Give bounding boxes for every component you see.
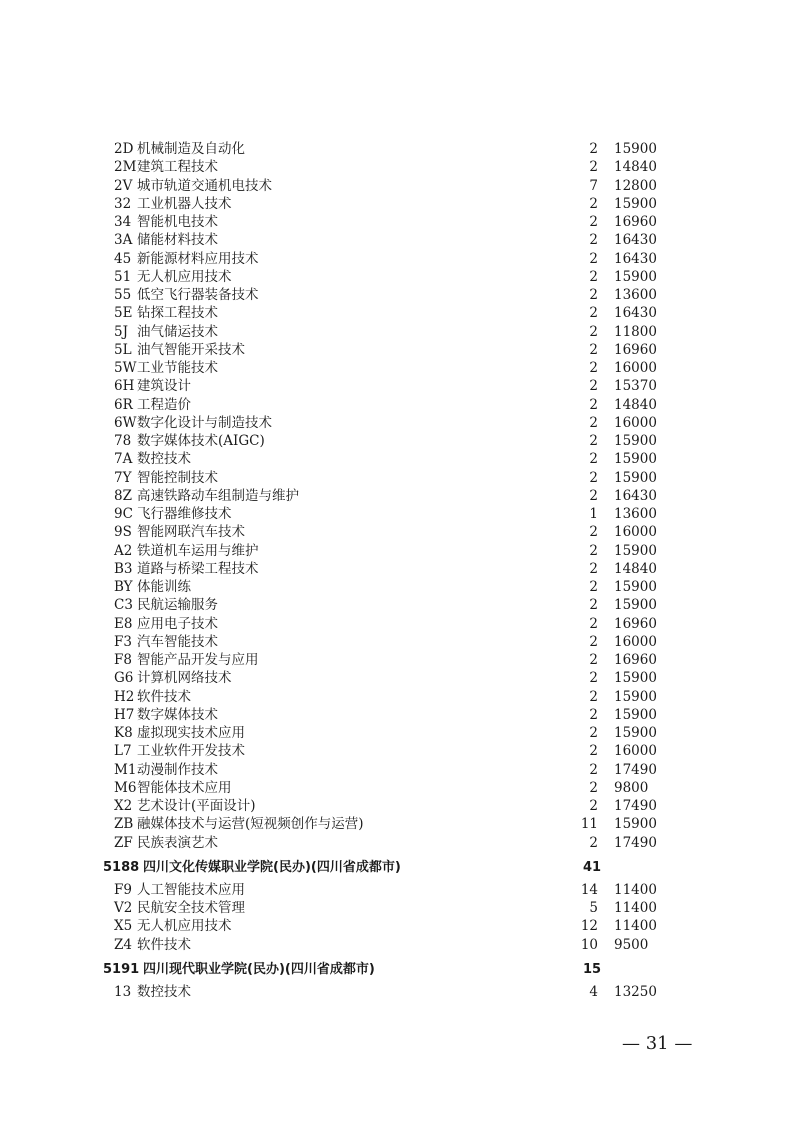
major-name: 无人机应用技术 (137, 918, 232, 935)
tuition-fee: 12800 (614, 177, 657, 194)
major-name: 工业节能技术 (137, 360, 218, 376)
major-name: 油气储运技术 (137, 323, 218, 340)
plan-count: 2 (589, 579, 598, 595)
major-row (0, 268, 800, 286)
major-code: E8 (114, 615, 133, 632)
plan-count: 11 (580, 816, 598, 833)
major-code: X5 (114, 918, 133, 935)
major-name: 工业软件开发技术 (137, 743, 245, 760)
major-name: 数字化设计与制造技术 (137, 414, 272, 431)
major-row (0, 396, 800, 414)
major-row (0, 177, 800, 195)
major-name: 智能机电技术 (137, 214, 218, 230)
plan-count: 2 (589, 725, 598, 741)
major-code: ZB (114, 816, 134, 833)
plan-count: 2 (589, 323, 598, 340)
major-code: B3 (114, 560, 133, 577)
major-row (0, 450, 800, 468)
plan-count: 2 (589, 159, 598, 176)
major-name: 城市轨道交通机电技术 (137, 177, 272, 194)
major-row (0, 742, 800, 760)
major-code: A2 (114, 542, 133, 559)
major-name: 体能训练 (137, 579, 191, 595)
school-header-row (0, 954, 800, 983)
school-code: 5191 (103, 961, 140, 977)
enrollment-table (0, 140, 800, 1001)
major-row (0, 615, 800, 633)
major-code: G6 (114, 670, 134, 687)
major-row (0, 797, 800, 815)
tuition-fee: 14840 (614, 159, 657, 176)
tuition-fee: 15900 (614, 579, 657, 595)
plan-count: 10 (580, 936, 598, 953)
major-name: 高速铁路动车组制造与维护 (137, 487, 299, 504)
major-code: 5L (114, 341, 132, 358)
major-name: 智能控制技术 (137, 469, 218, 486)
major-row (0, 779, 800, 797)
school-header-row (0, 852, 800, 881)
major-code: C3 (114, 597, 133, 614)
major-code: 55 (114, 287, 132, 303)
plan-count: 2 (589, 670, 598, 687)
major-name: 软件技术 (137, 688, 191, 705)
tuition-fee: 15900 (614, 670, 657, 687)
plan-count: 4 (589, 983, 598, 1000)
major-code: M6 (114, 779, 137, 796)
major-code: ZF (114, 834, 133, 851)
major-code: 6W (114, 414, 137, 431)
major-row (0, 542, 800, 560)
major-name: 数字媒体技术(AIGC) (137, 433, 265, 449)
plan-count: 5 (589, 900, 598, 916)
major-name: 新能源材料应用技术 (137, 250, 259, 267)
tuition-fee: 9500 (614, 936, 649, 953)
tuition-fee: 15900 (614, 688, 657, 705)
major-code: 32 (114, 195, 132, 212)
plan-count: 2 (589, 378, 598, 395)
major-code: Z4 (114, 936, 132, 953)
plan-count: 2 (589, 214, 598, 230)
page-number: — 31 — (622, 1033, 693, 1054)
tuition-fee: 15900 (614, 469, 657, 486)
major-code: 45 (114, 250, 132, 267)
major-code: 13 (114, 983, 132, 1000)
major-name: 工业机器人技术 (137, 195, 232, 212)
tuition-fee: 16000 (614, 524, 657, 541)
major-name: 智能体技术应用 (137, 779, 232, 796)
tuition-fee: 17490 (614, 798, 657, 814)
plan-count: 2 (589, 287, 598, 303)
major-row (0, 140, 800, 158)
tuition-fee: 15370 (614, 378, 657, 395)
plan-count: 2 (589, 451, 598, 468)
major-name: 民航运输服务 (137, 597, 218, 614)
major-name: 人工智能技术应用 (137, 881, 245, 898)
tuition-fee: 16960 (614, 652, 657, 668)
tuition-fee: 16430 (614, 250, 657, 267)
plan-count: 2 (589, 834, 598, 851)
tuition-fee: 17490 (614, 761, 657, 778)
school-code: 5188 (103, 859, 140, 875)
major-code: H7 (114, 706, 135, 723)
plan-count: 2 (589, 761, 598, 778)
tuition-fee: 15900 (614, 706, 657, 723)
major-row (0, 761, 800, 779)
school-plan-total: 15 (583, 961, 602, 977)
major-row (0, 834, 800, 852)
tuition-fee: 15900 (614, 451, 657, 468)
plan-count: 2 (589, 360, 598, 376)
tuition-fee: 15900 (614, 195, 657, 212)
plan-count: 2 (589, 633, 598, 650)
major-row (0, 688, 800, 706)
major-code: 5J (114, 323, 129, 340)
plan-count: 2 (589, 743, 598, 760)
plan-count: 2 (589, 414, 598, 431)
tuition-fee: 15900 (614, 268, 657, 285)
tuition-fee: 16960 (614, 214, 657, 230)
major-name: 钻探工程技术 (137, 305, 218, 322)
plan-count: 2 (589, 798, 598, 814)
major-code: 5W (114, 360, 137, 376)
major-name: 工程造价 (137, 396, 191, 413)
major-code: 9S (114, 524, 132, 541)
major-code: 2V (114, 177, 133, 194)
major-code: 51 (114, 268, 132, 285)
plan-count: 2 (589, 195, 598, 212)
plan-count: 2 (589, 542, 598, 559)
major-code: 6R (114, 396, 133, 413)
major-name: 智能产品开发与应用 (137, 652, 259, 668)
tuition-fee: 11400 (614, 881, 657, 898)
major-row (0, 669, 800, 687)
tuition-fee: 16960 (614, 615, 657, 632)
tuition-fee: 11400 (614, 918, 657, 935)
major-code: 2M (114, 159, 137, 176)
tuition-fee: 15900 (614, 542, 657, 559)
major-code: L7 (114, 743, 132, 760)
tuition-fee: 9800 (614, 779, 649, 796)
major-row (0, 881, 800, 899)
major-row (0, 213, 800, 231)
school-plan-total: 41 (583, 859, 602, 875)
plan-count: 2 (589, 433, 598, 449)
major-row (0, 469, 800, 487)
plan-count: 2 (589, 341, 598, 358)
major-code: K8 (114, 725, 133, 741)
major-row (0, 899, 800, 917)
plan-count: 2 (589, 615, 598, 632)
tuition-fee: 14840 (614, 396, 657, 413)
major-code: X2 (114, 798, 133, 814)
plan-count: 2 (589, 268, 598, 285)
tuition-fee: 15900 (614, 433, 657, 449)
plan-count: 2 (589, 560, 598, 577)
plan-count: 2 (589, 487, 598, 504)
plan-count: 2 (589, 706, 598, 723)
tuition-fee: 13600 (614, 506, 657, 522)
major-name: 储能材料技术 (137, 232, 218, 249)
plan-count: 1 (589, 506, 598, 522)
tuition-fee: 11800 (614, 323, 657, 340)
major-row (0, 724, 800, 742)
major-row (0, 523, 800, 541)
tuition-fee: 13600 (614, 287, 657, 303)
tuition-fee: 15900 (614, 597, 657, 614)
plan-count: 2 (589, 688, 598, 705)
major-code: F3 (114, 633, 132, 650)
plan-count: 2 (589, 250, 598, 267)
tuition-fee: 16430 (614, 305, 657, 322)
plan-count: 2 (589, 141, 598, 157)
major-row (0, 487, 800, 505)
tuition-fee: 16000 (614, 743, 657, 760)
plan-count: 2 (589, 779, 598, 796)
major-row (0, 578, 800, 596)
major-name: 融媒体技术与运营(短视频创作与运营) (137, 816, 364, 833)
major-name: 低空飞行器装备技术 (137, 287, 259, 303)
major-name: 民族表演艺术 (137, 834, 218, 851)
plan-count: 14 (580, 881, 598, 898)
plan-count: 2 (589, 232, 598, 249)
major-code: 7Y (114, 469, 132, 486)
tuition-fee: 16430 (614, 232, 657, 249)
major-row (0, 815, 800, 833)
tuition-fee: 14840 (614, 560, 657, 577)
tuition-fee: 16430 (614, 487, 657, 504)
major-name: 应用电子技术 (137, 615, 218, 632)
major-name: 虚拟现实技术应用 (137, 725, 245, 741)
major-name: 民航安全技术管理 (137, 900, 245, 916)
major-row (0, 195, 800, 213)
major-row (0, 596, 800, 614)
major-name: 艺术设计(平面设计) (137, 798, 256, 814)
major-row (0, 651, 800, 669)
major-row (0, 231, 800, 249)
plan-count: 2 (589, 396, 598, 413)
tuition-fee: 15900 (614, 725, 657, 741)
major-row (0, 414, 800, 432)
major-code: V2 (114, 900, 133, 916)
plan-count: 2 (589, 597, 598, 614)
major-code: F8 (114, 652, 132, 668)
major-name: 计算机网络技术 (137, 670, 232, 687)
school-name: 四川现代职业学院(民办)(四川省成都市) (143, 961, 375, 977)
tuition-fee: 15900 (614, 816, 657, 833)
major-code: H2 (114, 688, 135, 705)
major-row (0, 505, 800, 523)
major-row (0, 341, 800, 359)
major-row (0, 304, 800, 322)
major-name: 无人机应用技术 (137, 268, 232, 285)
major-name: 油气智能开采技术 (137, 341, 245, 358)
major-row (0, 560, 800, 578)
plan-count: 12 (580, 918, 598, 935)
plan-count: 2 (589, 524, 598, 541)
major-name: 智能网联汽车技术 (137, 524, 245, 541)
major-row (0, 917, 800, 935)
major-name: 道路与桥梁工程技术 (137, 560, 259, 577)
plan-count: 2 (589, 305, 598, 322)
tuition-fee: 17490 (614, 834, 657, 851)
major-row (0, 158, 800, 176)
tuition-fee: 16960 (614, 341, 657, 358)
major-code: 6H (114, 378, 135, 395)
major-name: 机械制造及自动化 (137, 141, 245, 157)
major-row (0, 323, 800, 341)
major-row (0, 359, 800, 377)
major-code: 7A (114, 451, 133, 468)
tuition-fee: 16000 (614, 414, 657, 431)
major-code: 2D (114, 141, 134, 157)
school-name: 四川文化传媒职业学院(民办)(四川省成都市) (143, 859, 401, 875)
major-name: 建筑工程技术 (137, 159, 218, 176)
major-name: 动漫制作技术 (137, 761, 218, 778)
major-row (0, 286, 800, 304)
major-code: F9 (114, 881, 132, 898)
major-row (0, 633, 800, 651)
major-row (0, 706, 800, 724)
tuition-fee: 11400 (614, 900, 657, 916)
major-row (0, 377, 800, 395)
major-name: 数控技术 (137, 451, 191, 468)
plan-count: 2 (589, 469, 598, 486)
tuition-fee: 16000 (614, 360, 657, 376)
major-row (0, 432, 800, 450)
major-code: 3A (114, 232, 133, 249)
major-name: 铁道机车运用与维护 (137, 542, 259, 559)
major-name: 建筑设计 (137, 378, 191, 395)
major-row (0, 250, 800, 268)
major-code: 78 (114, 433, 132, 449)
major-name: 数控技术 (137, 983, 191, 1000)
major-code: 8Z (114, 487, 132, 504)
major-row (0, 936, 800, 954)
major-code: BY (114, 579, 133, 595)
major-code: 34 (114, 214, 132, 230)
major-code: M1 (114, 761, 137, 778)
major-code: 9C (114, 506, 133, 522)
major-row (0, 983, 800, 1001)
major-name: 汽车智能技术 (137, 633, 218, 650)
tuition-fee: 15900 (614, 141, 657, 157)
plan-count: 7 (589, 177, 598, 194)
major-code: 5E (114, 305, 133, 322)
major-name: 软件技术 (137, 936, 191, 953)
major-name: 数字媒体技术 (137, 706, 218, 723)
plan-count: 2 (589, 652, 598, 668)
major-name: 飞行器维修技术 (137, 506, 232, 522)
tuition-fee: 13250 (614, 983, 657, 1000)
tuition-fee: 16000 (614, 633, 657, 650)
